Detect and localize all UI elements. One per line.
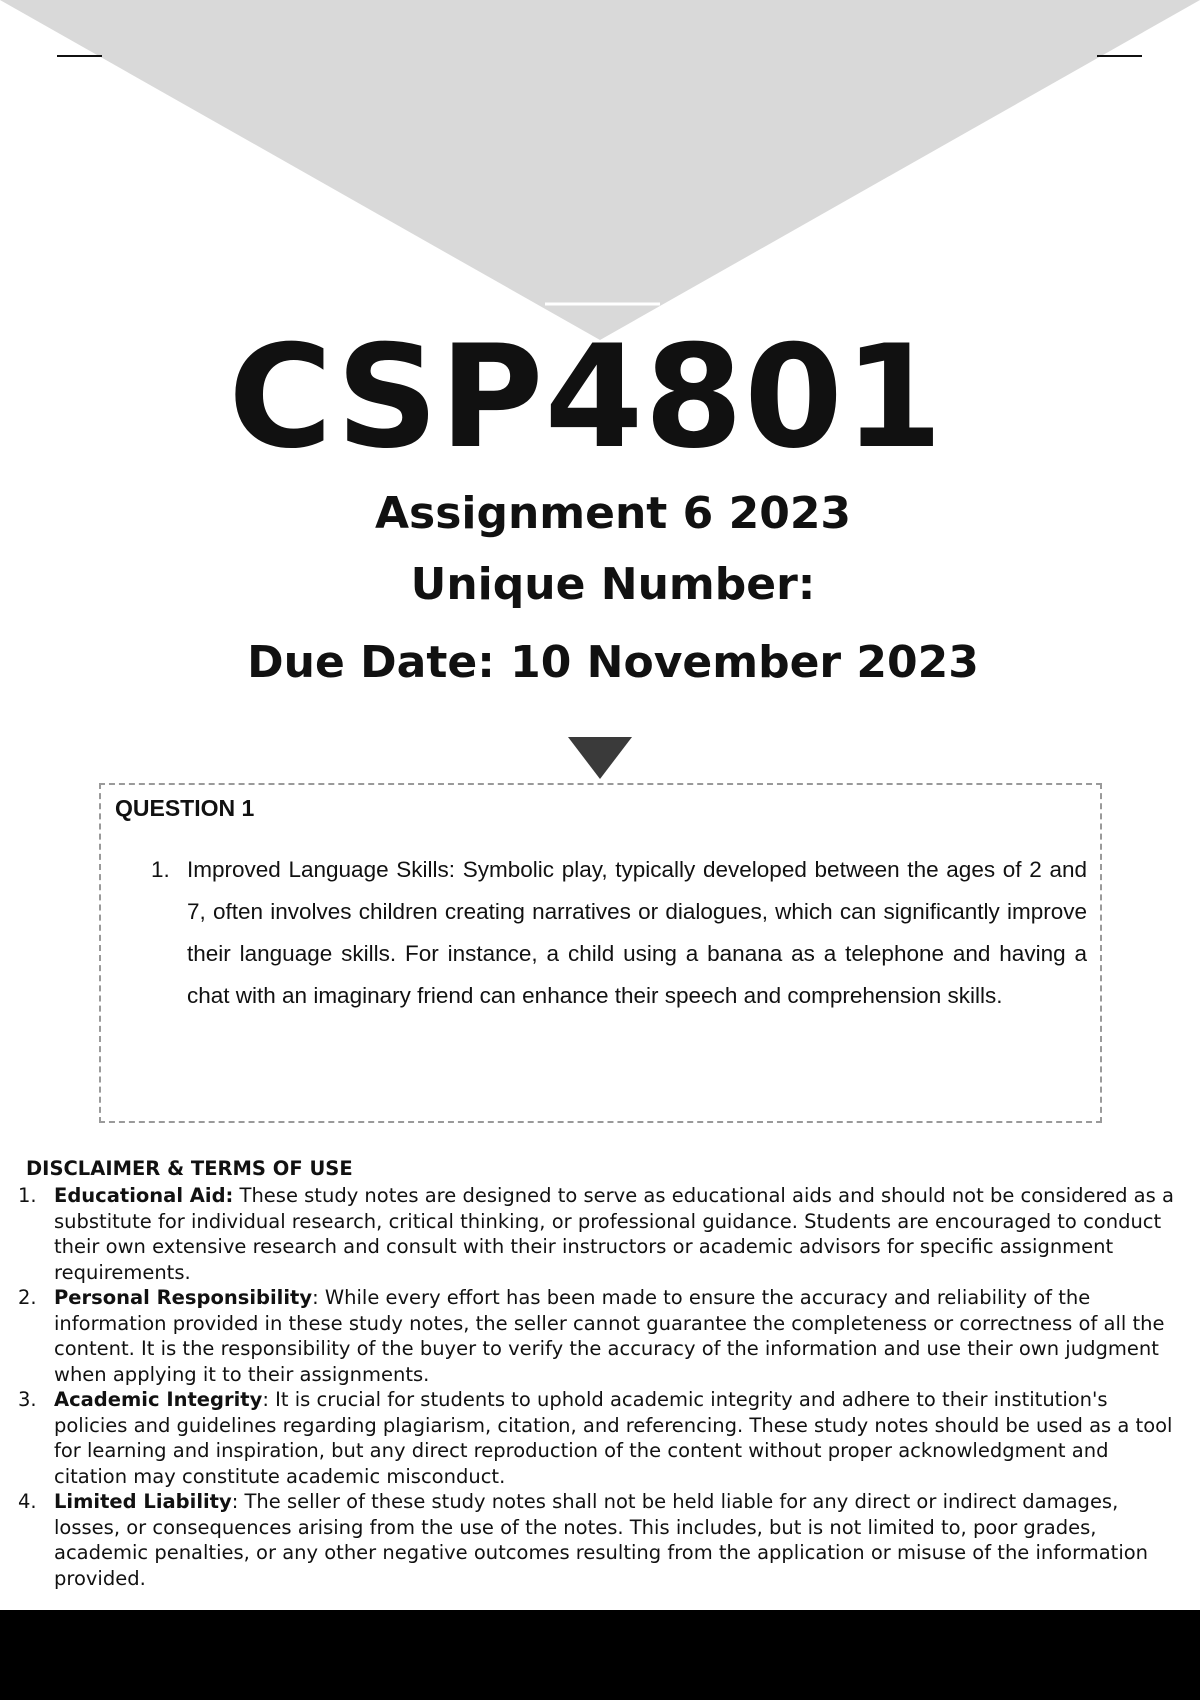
- disclaimer-item-text: These study notes are designed to serve as educational aids and should not be considered as a substitute for individual research, critical thinking, or professional guidance. Students are encouraged to conduct their own extensive research and consult with their instructors or academic advisors for specific assignment requirements.: [54, 1184, 1174, 1284]
- disclaimer-item-heading: Academic Integrity: [54, 1388, 263, 1411]
- header-banner-graphic: [0, 0, 1200, 340]
- right-rule-line: [1097, 55, 1142, 57]
- due-date-label: Due Date: 10 November 2023: [247, 637, 979, 688]
- disclaimer-item-number: 1.: [18, 1184, 37, 1207]
- disclaimer-item-text: : While every effort has been made to ensure the accuracy and reliability of the information provided in these study notes, the seller cannot guarantee the completeness or correctness of all the content. It is the responsibility of the buyer to verify the accuracy of the information and use their own judgment when applying it to their assignments.: [54, 1286, 1165, 1386]
- disclaimer-item-number: 3.: [18, 1388, 37, 1411]
- question-item-text: Improved Language Skills: Symbolic play, typically developed between the ages of 2 and 7, often involves children creating narratives or dialogues, which can significantly improve their language skills. For instance, a child using a banana as a telephone and having a chat with an imaginary friend can enhance their speech and comprehension skills.: [187, 857, 1087, 1008]
- disclaimer-item-text: : It is crucial for students to uphold academic integrity and adhere to their institution's policies and guidelines regarding plagiarism, citation, and referencing. These study notes should be used as a tool for learning and inspiration, but any direct reproduction of the content without proper acknowledgment and citation may constitute academic misconduct.: [54, 1388, 1173, 1488]
- disclaimer-item: [0, 1183, 1184, 1285]
- down-triangle-icon: [568, 737, 632, 779]
- disclaimer-item-heading: Limited Liability: [54, 1490, 232, 1513]
- disclaimer-item-number: 2.: [18, 1286, 37, 1309]
- question-item-number: 1.: [151, 857, 170, 882]
- disclaimer-item: [0, 1489, 1184, 1591]
- disclaimer-item-text: : The seller of these study notes shall not be held liable for any direct or indirect damages, losses, or consequences arising from the use of the notes. This includes, but is not limited to, poor grades, academic penalties, or any other negative outcomes resulting from the application or misuse of the information provided.: [54, 1490, 1149, 1590]
- footer-black-bar: [0, 1610, 1200, 1700]
- unique-number-label: Unique Number:: [410, 559, 816, 610]
- disclaimer-item-heading: Personal Responsibility: [54, 1286, 313, 1309]
- disclaimer-item-number: 4.: [18, 1490, 37, 1513]
- course-code-title: CSP4801: [228, 315, 944, 480]
- disclaimer-item: [0, 1285, 1184, 1387]
- disclaimer-item: [0, 1387, 1184, 1489]
- disclaimer-title: DISCLAIMER & TERMS OF USE: [26, 1157, 353, 1180]
- assignment-subtitle: Assignment 6 2023: [374, 488, 852, 539]
- disclaimer-item-heading: Educational Aid:: [54, 1184, 234, 1207]
- disclaimer-list: [0, 1183, 1184, 1591]
- question-title: QUESTION 1: [115, 795, 255, 821]
- banner-triangle: [0, 0, 1200, 340]
- question-box: [99, 783, 1102, 1123]
- left-rule-line: [57, 55, 102, 57]
